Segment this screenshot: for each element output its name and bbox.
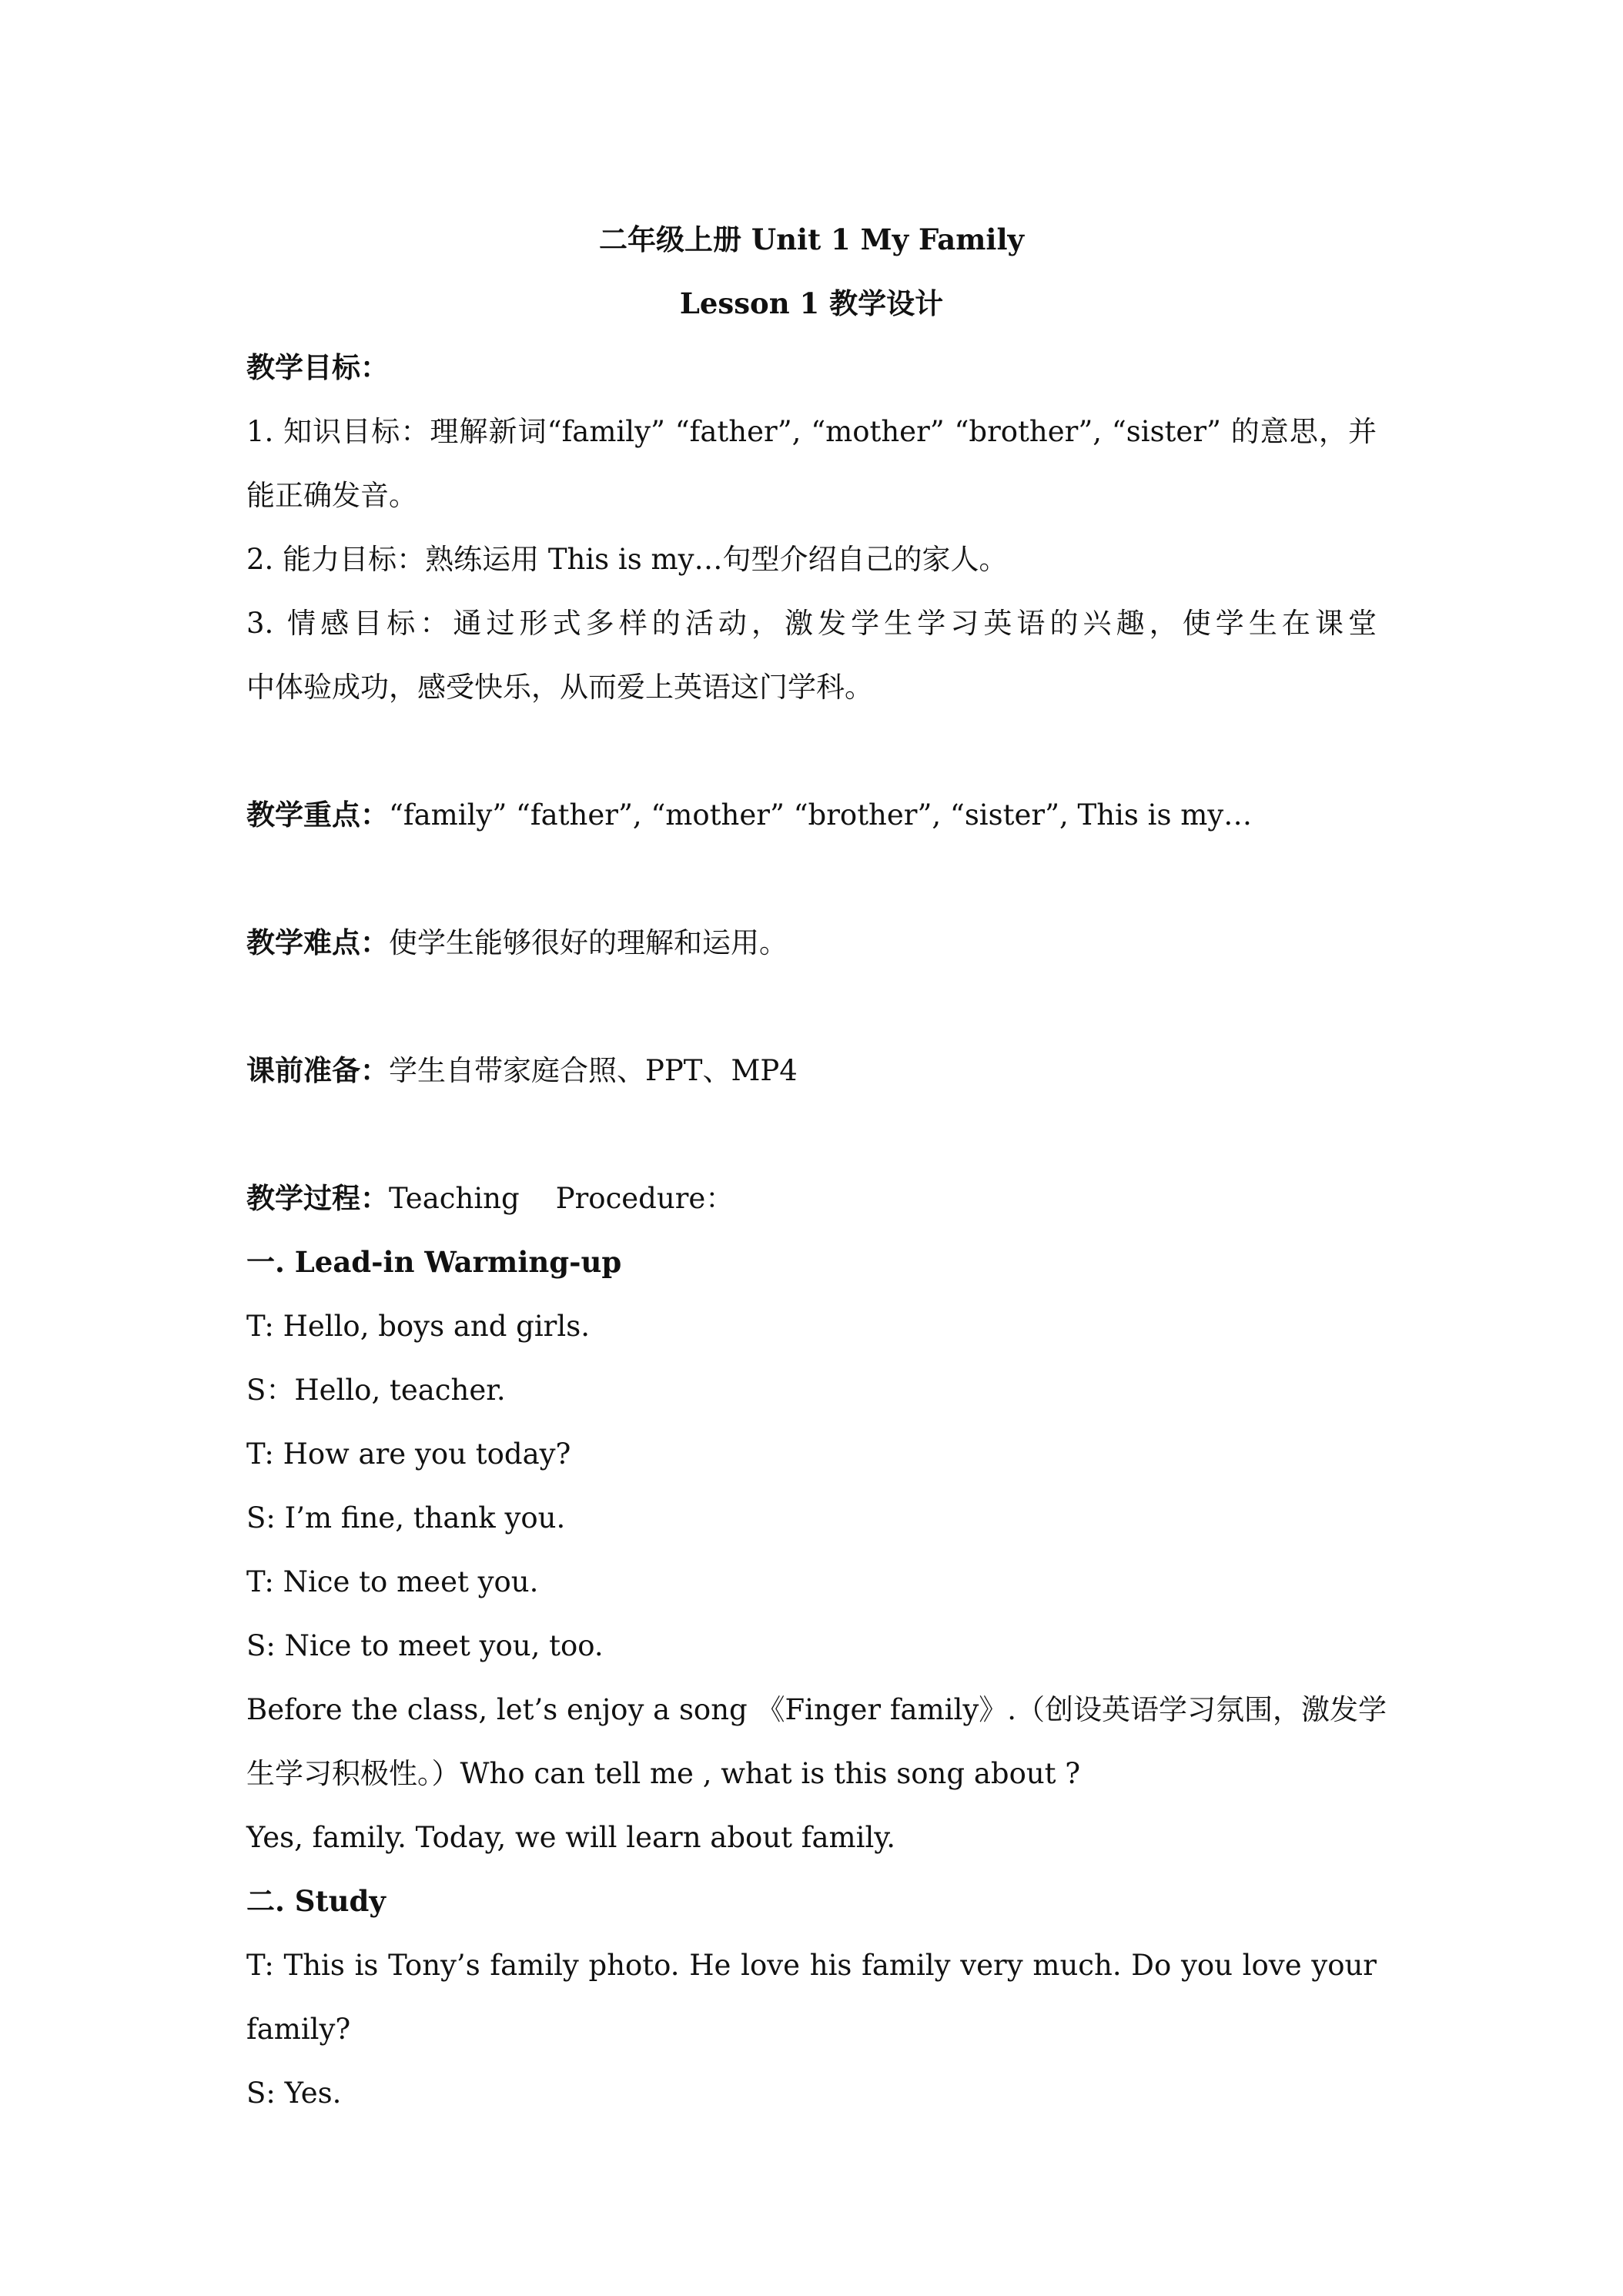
study-line2: family?: [246, 2013, 351, 2046]
document-title: 二年级上册 Unit 1 My Family: [598, 223, 1025, 256]
section2-heading: 二. Study: [246, 1884, 386, 1918]
difficulties-text: 使学生能够很好的理解和运用。: [389, 926, 788, 959]
dialogue-line: S: Nice to meet you, too.: [246, 1629, 604, 1662]
dialogue-line: T: How are you today?: [246, 1438, 571, 1471]
objective-emotion-line1: 3. 情感目标：通过形式多样的活动，激发学生学习英语的兴趣，使学生在课堂: [246, 607, 1377, 640]
preparation-label: 课前准备：: [246, 1053, 389, 1087]
song-paragraph-line3: Yes, family. Today, we will learn about family.: [246, 1821, 896, 1854]
difficulties-line: [246, 911, 1377, 975]
procedure-label: 教学过程：: [246, 1181, 389, 1215]
document-page: [246, 208, 1387, 2125]
dialogue-line: S: I’m fine, thank you.: [246, 1501, 566, 1535]
study-line3: S: Yes.: [246, 2077, 342, 2110]
preparation-line: [246, 1039, 1377, 1103]
key-points-line: [246, 783, 1377, 847]
section1-heading: 一. Lead-in Warming-up: [246, 1245, 622, 1279]
objective-knowledge-line2: 能正确发音。: [246, 479, 417, 512]
key-points-text: “family” “father”, “mother” “brother”, “sister”, This is my…: [389, 798, 1253, 832]
dialogue-line: T: Hello, boys and girls.: [246, 1310, 590, 1343]
dialogue-line: S：Hello, teacher.: [246, 1374, 506, 1407]
document-subtitle: Lesson 1 教学设计: [679, 286, 944, 320]
song-paragraph-line2: 生学习积极性。）Who can tell me , what is this song about ?: [246, 1757, 1081, 1790]
objective-ability: 2. 能力目标：熟练运用 This is my…句型介绍自己的家人。: [246, 543, 1008, 576]
objectives-heading: 教学目标：: [246, 350, 389, 384]
difficulties-label: 教学难点：: [246, 925, 389, 959]
dialogue-line: T: Nice to meet you.: [246, 1565, 539, 1598]
song-paragraph-line1: Before the class, let’s enjoy a song 《Finger family》.（创设英语学习氛围，激发学: [246, 1693, 1387, 1726]
study-line1: T: This is Tony’s family photo. He love his family very much. Do you love your: [246, 1949, 1377, 1982]
preparation-text: 学生自带家庭合照、PPT、MP4: [389, 1054, 798, 1087]
objective-knowledge-line1: 1. 知识目标：理解新词“family” “father”, “mother” “brother”, “sister” 的意思，并: [246, 415, 1377, 448]
procedure-text: Teaching Procedure：: [389, 1182, 735, 1215]
procedure-line: [246, 1166, 1377, 1230]
objective-emotion-line2: 中体验成功，感受快乐，从而爱上英语这门学科。: [246, 671, 873, 704]
key-points-label: 教学重点：: [246, 798, 389, 832]
